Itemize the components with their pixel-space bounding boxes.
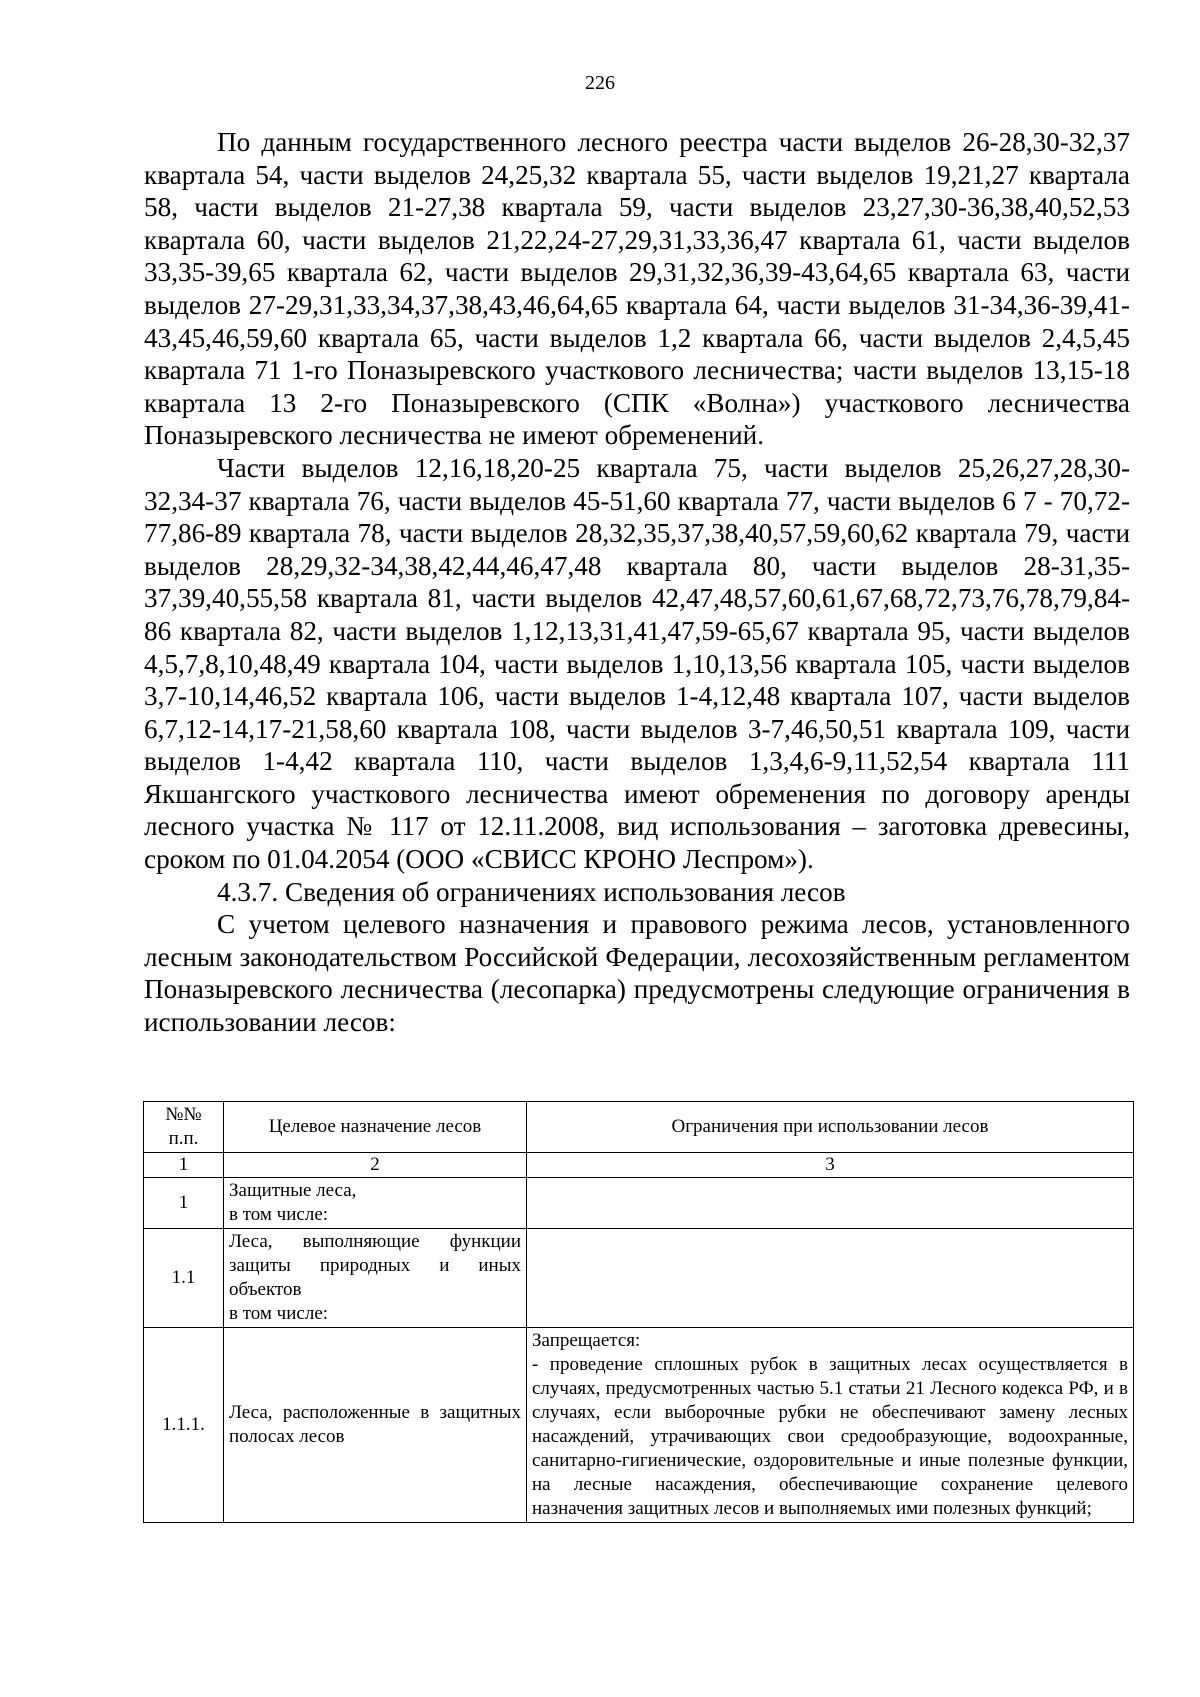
header-purpose: Целевое назначение лесов [224, 1102, 527, 1153]
row-purpose-text: Леса, выполняющие функции защиты природных и иных объектов [229, 1231, 521, 1300]
row-purpose [224, 1178, 527, 1229]
paragraph-encumbrances: Части выделов 12,16,18,20-25 квартала 75, части выделов 25,26,27,28,30-32,34-37 квартала 76, части выделов 45-51,60 квартала 77, части выделов 6 7 - 70,72-77,86-89 квартала 78, части выделов 28,32,35,37,38,40,57,59,60,62 квартала 79, части выделов 28,29,32-34,38,42,44,46,47,48 квартала 80, части выделов 28-31,35-37,39,40,55,58 квартала 81, части выделов 42,47,48,57,60,61,67,68,72,73,76,78,79,84-86 квартала 82, части выделов 1,12,13,31,41,47,59-65,67 квартала 95, части выделов 4,5,7,8,10,48,49 квартала 104, части выделов 1,10,13,56 квартала 105, части выделов 3,7-10,14,46,52 квартала 106, части выделов 1-4,12,48 квартала 107, части выделов 6,7,12-14,17-21,58,60 квартала 108, части выделов 3-7,46,50,51 квартала 109, части выделов 1-4,42 квартала 110, части выделов 1,3,4,6-9,11,52,54 квартала 111 Якшангского участкового лесничества имеют обременения по договору аренды лесного участка № 117 от 12.11.2008, вид использования – заготовка древесины, сроком по 01.04.2054 (ООО «СВИСС КРОНО Леспром»). [144, 452, 1130, 875]
section-heading: 4.3.7. Сведения об ограничениях использования лесов [217, 876, 846, 907]
index-cell-3: 3 [527, 1153, 1134, 1178]
table-row [144, 1328, 1134, 1523]
row-restriction [527, 1328, 1134, 1523]
row-restriction [527, 1229, 1134, 1328]
row-restriction-title: Запрещается: [532, 1330, 641, 1351]
paragraph-restrictions-intro: С учетом целевого назначения и правового режима лесов, установленного лесным законодательством Российской Федерации, лесохозяйственным регламентом Поназыревского лесничества (лесопарка) предусмотрены следующие ограничения в использовании лесов: [144, 909, 1130, 1038]
row-purpose-suffix: в том числе: [229, 1303, 329, 1324]
row-restriction [527, 1178, 1134, 1229]
table-row [144, 1229, 1134, 1328]
paragraph-no-encumbrances: По данным государственного лесного реестра части выделов 26-28,30-32,37 квартала 54, части выделов 24,25,32 квартала 55, части выделов 19,21,27 квартала 58, части выделов 21-27,38 квартала 59, части выделов 23,27,30-36,38,40,52,53 квартала 60, части выделов 21,22,24-27,29,31,33,36,47 квартала 61, части выделов 33,35-39,65 квартала 62, части выделов 29,31,32,36,39-43,64,65 квартала 63, части выделов 27-29,31,33,34,37,38,43,46,64,65 квартала 64, части выделов 31-34,36-39,41-43,45,46,59,60 квартала 65, части выделов 1,2 квартала 66, части выделов 2,4,5,45 квартала 71 1-го Поназыревского участкового лесничества; части выделов 13,15-18 квартала 13 2-го Поназыревского (СПК «Волна») участкового лесничества Поназыревского лесничества не имеют обременений. [144, 127, 1130, 451]
index-cell-1: 1 [144, 1153, 224, 1178]
header-number: №№ п.п. [144, 1102, 224, 1153]
table-row [144, 1178, 1134, 1229]
document-body [144, 126, 1130, 1039]
row-purpose [224, 1229, 527, 1328]
table-index-row [144, 1153, 1134, 1178]
page-number: 226 [585, 72, 615, 94]
header-restrictions: Ограничения при использовании лесов [527, 1102, 1134, 1153]
table-header-row [144, 1102, 1134, 1153]
row-purpose: Леса, расположенные в защитных полосах лесов [224, 1328, 527, 1523]
restrictions-table [143, 1101, 1134, 1523]
row-number: 1.1 [144, 1229, 224, 1328]
row-number: 1.1.1. [144, 1328, 224, 1523]
index-cell-2: 2 [224, 1153, 527, 1178]
row-number: 1 [144, 1178, 224, 1229]
row-purpose-line: Защитные леса, [229, 1180, 357, 1201]
row-purpose-line: в том числе: [229, 1204, 329, 1225]
row-restriction-text: - проведение сплошных рубок в защитных лесах осуществляется в случаях, предусмотренных частью 5.1 статьи 21 Лесного кодекса РФ, и в случаях, если выборочные рубки не обеспечивают замену лесных насаждений, утрачивающих свои средообразующие, водоохранные, санитарно-гигиенические, оздоровительные и иные полезные функции, на лесные насаждения, обеспечивающие сохранение целевого назначения защитных лесов и выполняемых ими полезных функций; [532, 1354, 1128, 1519]
